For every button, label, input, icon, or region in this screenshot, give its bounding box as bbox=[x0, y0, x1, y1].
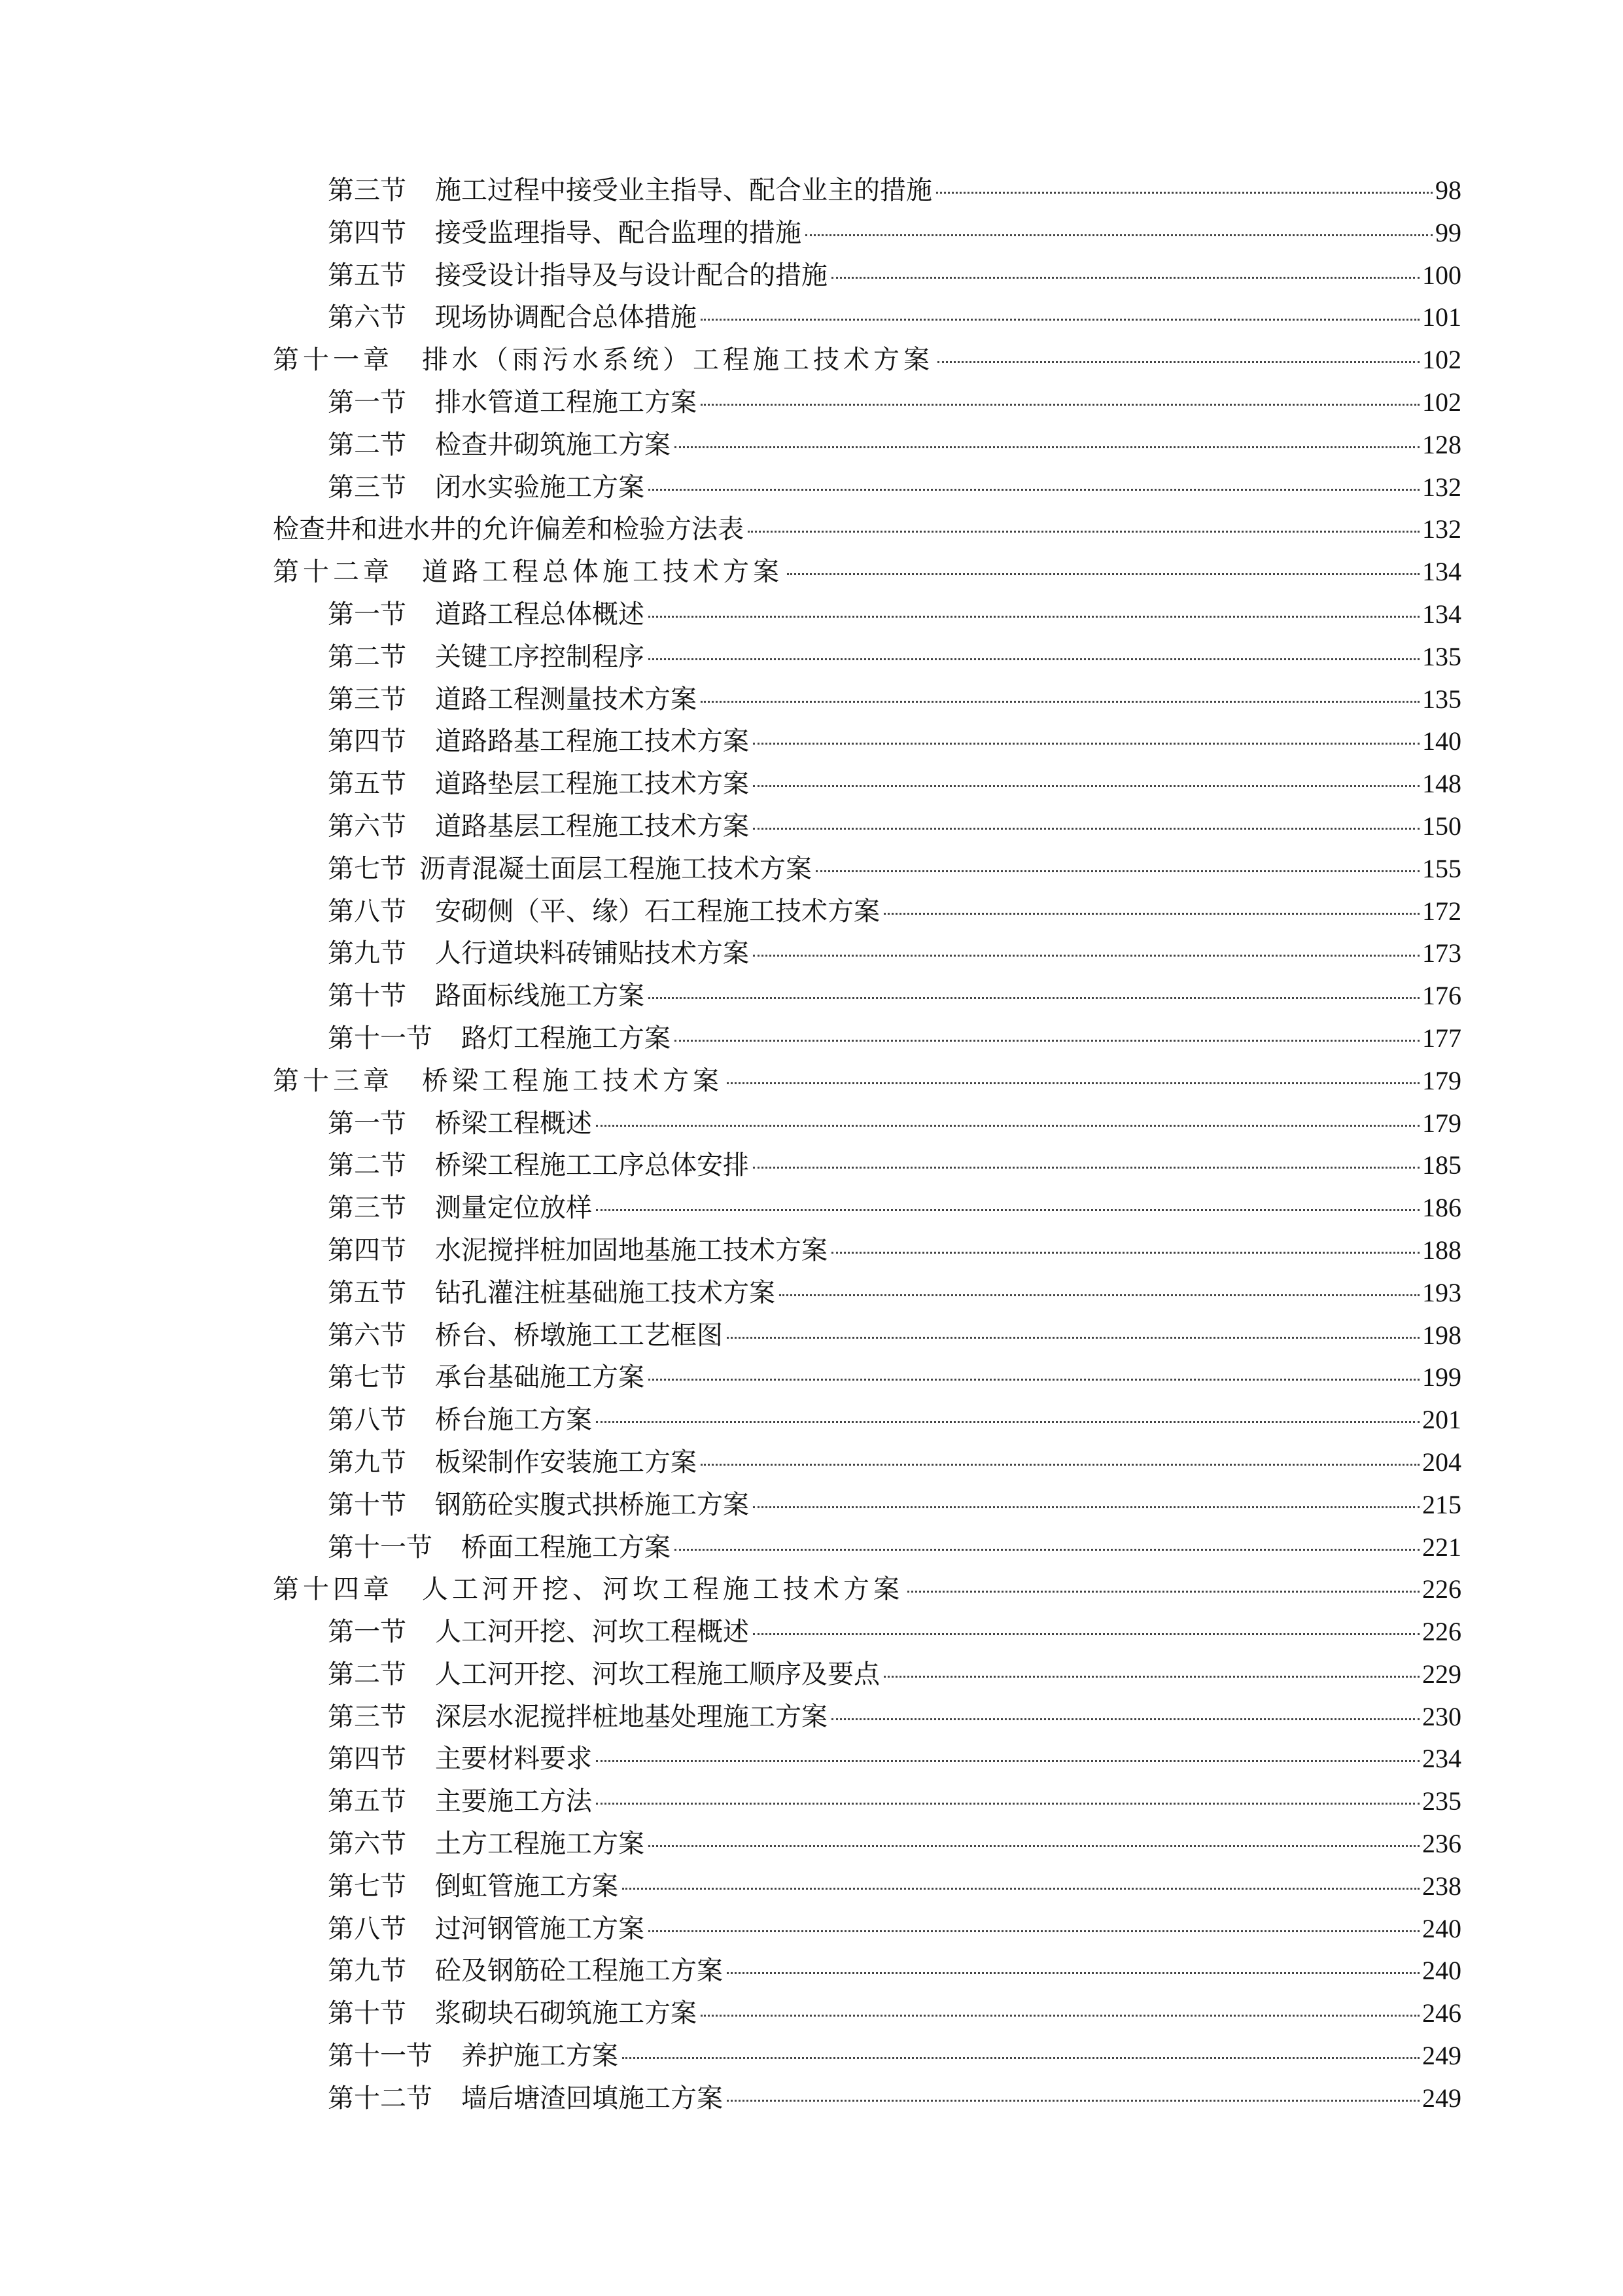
dot-leader bbox=[937, 361, 1420, 363]
toc-entry-section[interactable] bbox=[0, 763, 1623, 805]
dot-leader bbox=[701, 404, 1420, 406]
toc-entry-title: 桥台、桥墩施工工艺框图 bbox=[435, 1320, 723, 1351]
toc-entry-title: 承台基础施工方案 bbox=[435, 1362, 644, 1393]
toc-entry-label bbox=[328, 1780, 592, 1823]
toc-entry-page-number: 240 bbox=[1422, 1956, 1461, 1986]
toc-entry-title: 关键工序控制程序 bbox=[435, 641, 644, 672]
toc-entry-number: 第一节 bbox=[328, 387, 406, 417]
dot-leader bbox=[622, 2057, 1420, 2059]
toc-entry-number: 第十节 bbox=[328, 981, 406, 1012]
toc-entry-title: 深层水泥搅拌桩地基处理施工方案 bbox=[435, 1701, 828, 1732]
toc-entry-title: 人工河开挖、河坎工程施工技术方案 bbox=[422, 1574, 903, 1605]
toc-entry-number: 第七节 bbox=[328, 1871, 406, 1901]
toc-entry-page-number: 226 bbox=[1422, 1574, 1461, 1604]
toc-entry-label bbox=[328, 975, 644, 1017]
toc-entry-label bbox=[328, 381, 697, 424]
toc-entry-page-number: 173 bbox=[1422, 938, 1461, 968]
dot-leader bbox=[596, 1421, 1420, 1423]
toc-entry-title: 人工河开挖、河坎工程施工顺序及要点 bbox=[435, 1659, 880, 1689]
toc-entry-page-number: 102 bbox=[1422, 345, 1461, 375]
toc-entry-label bbox=[328, 1611, 749, 1653]
toc-entry-label bbox=[328, 1865, 618, 1908]
toc-entry-section[interactable] bbox=[0, 1992, 1623, 2035]
toc-entry-page-number: 135 bbox=[1422, 684, 1461, 714]
toc-entry-page-number: 215 bbox=[1422, 1489, 1461, 1519]
toc-entry-number: 第八节 bbox=[328, 896, 406, 927]
toc-entry-label bbox=[328, 1738, 592, 1780]
toc-entry-number: 第三节 bbox=[328, 472, 406, 503]
toc-entry-title: 检查井和进水井的允许偏差和检验方法表 bbox=[273, 514, 744, 545]
toc-entry-title: 浆砌块石砌筑施工方案 bbox=[435, 1998, 697, 2029]
toc-entry-label bbox=[328, 1399, 592, 1441]
toc-entry-title: 桥面工程施工方案 bbox=[461, 1532, 671, 1563]
toc-entry-section[interactable] bbox=[0, 1187, 1623, 1229]
toc-entry-title: 钻孔灌注桩基础施工技术方案 bbox=[435, 1277, 775, 1308]
toc-entry-label bbox=[328, 805, 749, 848]
toc-entry-label bbox=[328, 1144, 749, 1187]
dot-leader bbox=[648, 1845, 1420, 1847]
toc-entry-section[interactable] bbox=[0, 1865, 1623, 1908]
toc-entry-label bbox=[328, 848, 812, 891]
toc-entry-number: 第七节 bbox=[328, 853, 406, 884]
toc-entry-title: 道路基层工程施工技术方案 bbox=[435, 811, 749, 841]
dot-leader bbox=[753, 955, 1420, 957]
toc-entry-number: 第十二节 bbox=[328, 2083, 432, 2113]
toc-entry-page-number: 238 bbox=[1422, 1871, 1461, 1901]
toc-entry-title: 路面标线施工方案 bbox=[435, 981, 644, 1012]
dot-leader bbox=[753, 828, 1420, 830]
toc-entry-label bbox=[328, 1441, 697, 1484]
toc-entry-title: 排水管道工程施工方案 bbox=[435, 387, 697, 417]
dot-leader bbox=[648, 489, 1420, 491]
toc-entry-section[interactable] bbox=[0, 1315, 1623, 1357]
toc-entry-label bbox=[328, 1356, 644, 1399]
toc-entry-number: 第二节 bbox=[328, 641, 406, 672]
toc-entry-label bbox=[328, 1272, 775, 1315]
toc-entry-section[interactable] bbox=[0, 1527, 1623, 1569]
dot-leader bbox=[674, 1549, 1420, 1551]
toc-entry-page-number: 185 bbox=[1422, 1150, 1461, 1180]
toc-entry-page-number: 140 bbox=[1422, 726, 1461, 756]
toc-entry-section[interactable] bbox=[0, 1356, 1623, 1399]
toc-entry-number: 第八节 bbox=[328, 1405, 406, 1436]
dot-leader bbox=[831, 1252, 1420, 1254]
toc-entry-page-number: 198 bbox=[1422, 1320, 1461, 1350]
toc-entry-section[interactable] bbox=[0, 169, 1623, 212]
dot-leader bbox=[596, 1803, 1420, 1805]
dot-leader bbox=[648, 1930, 1420, 1932]
toc-entry-title: 水泥搅拌桩加固地基施工技术方案 bbox=[435, 1235, 828, 1265]
toc-entry-label bbox=[328, 1950, 723, 1992]
toc-entry-title: 安砌侧（平、缘）石工程施工技术方案 bbox=[435, 896, 880, 927]
toc-entry-number: 第三节 bbox=[328, 1193, 406, 1224]
dot-leader bbox=[701, 319, 1420, 321]
toc-entry-section[interactable] bbox=[0, 2035, 1623, 2077]
toc-entry-page-number: 100 bbox=[1422, 260, 1461, 290]
toc-entry-label bbox=[273, 1568, 903, 1611]
toc-entry-page-number: 134 bbox=[1422, 557, 1461, 587]
dot-leader bbox=[674, 446, 1420, 448]
toc-entry-label bbox=[273, 508, 744, 551]
toc-entry-page-number: 204 bbox=[1422, 1447, 1461, 1477]
toc-entry-number: 第五节 bbox=[328, 260, 406, 291]
toc-entry-title: 主要材料要求 bbox=[435, 1744, 592, 1775]
toc-entry-section[interactable] bbox=[0, 1103, 1623, 1145]
toc-entry-title: 砼及钢筋砼工程施工方案 bbox=[435, 1956, 723, 1987]
toc-entry-label bbox=[328, 1653, 880, 1696]
toc-entry-page-number: 229 bbox=[1422, 1659, 1461, 1689]
dot-leader bbox=[753, 1506, 1420, 1508]
toc-entry-page-number: 230 bbox=[1422, 1701, 1461, 1731]
toc-entry-label bbox=[328, 1527, 671, 1569]
toc-entry-section[interactable] bbox=[0, 255, 1623, 297]
toc-entry-section[interactable] bbox=[0, 1950, 1623, 1992]
toc-entry-number: 第六节 bbox=[328, 1829, 406, 1860]
toc-entry-number: 第八节 bbox=[328, 1913, 406, 1944]
toc-entry-page-number: 240 bbox=[1422, 1913, 1461, 1943]
dot-leader bbox=[727, 1972, 1420, 1974]
dot-leader bbox=[884, 913, 1420, 915]
toc-entry-title: 养护施工方案 bbox=[461, 2041, 618, 2072]
toc-entry-title: 土方工程施工方案 bbox=[435, 1829, 644, 1860]
toc-entry-chapter[interactable] bbox=[0, 339, 1623, 381]
dot-leader bbox=[748, 531, 1420, 533]
toc-entry-number: 第四节 bbox=[328, 1235, 406, 1265]
toc-entry-section[interactable] bbox=[0, 593, 1623, 636]
toc-entry-title: 倒虹管施工方案 bbox=[435, 1871, 618, 1901]
toc-entry-label bbox=[328, 763, 749, 805]
dot-leader bbox=[727, 1082, 1420, 1084]
toc-entry-page-number: 188 bbox=[1422, 1235, 1461, 1265]
toc-entry-title: 板梁制作安装施工方案 bbox=[435, 1447, 697, 1477]
toc-entry-page-number: 102 bbox=[1422, 387, 1461, 417]
toc-entry-page-number: 193 bbox=[1422, 1277, 1461, 1307]
toc-entry-page-number: 155 bbox=[1422, 853, 1461, 883]
toc-entry-page-number: 101 bbox=[1422, 302, 1461, 332]
toc-entry-label bbox=[328, 1823, 644, 1865]
toc-entry-page-number: 246 bbox=[1422, 1998, 1461, 2028]
toc-entry-title: 道路工程总体施工技术方案 bbox=[422, 557, 783, 588]
toc-entry-section[interactable] bbox=[0, 296, 1623, 339]
toc-entry-section[interactable] bbox=[0, 1441, 1623, 1484]
dot-leader bbox=[753, 785, 1420, 787]
toc-entry-label bbox=[328, 1315, 723, 1357]
toc-entry-title: 桥梁工程概述 bbox=[435, 1108, 592, 1139]
toc-entry-label bbox=[328, 1908, 644, 1951]
toc-entry-number: 第六节 bbox=[328, 1320, 406, 1351]
toc-entry-page-number: 135 bbox=[1422, 641, 1461, 671]
toc-entry-label bbox=[328, 169, 932, 212]
dot-leader bbox=[816, 870, 1420, 872]
dot-leader bbox=[701, 2015, 1420, 2017]
toc-entry-number: 第十一节 bbox=[328, 1532, 432, 1563]
toc-entry-page-number: 176 bbox=[1422, 981, 1461, 1011]
table-of-contents bbox=[0, 169, 1623, 2120]
dot-leader bbox=[831, 1718, 1420, 1720]
toc-entry-title: 人行道块料砖铺贴技术方案 bbox=[435, 938, 749, 969]
toc-entry-number: 第四节 bbox=[328, 217, 406, 248]
toc-entry-chapter[interactable] bbox=[0, 1568, 1623, 1611]
toc-entry-number: 第九节 bbox=[328, 1956, 406, 1987]
toc-entry-section[interactable] bbox=[0, 1272, 1623, 1315]
dot-leader bbox=[596, 1125, 1420, 1127]
toc-entry-number: 第九节 bbox=[328, 938, 406, 969]
toc-entry-page-number: 226 bbox=[1422, 1617, 1461, 1647]
toc-entry-number: 第十一节 bbox=[328, 2041, 432, 2072]
toc-entry-title: 道路垫层工程施工技术方案 bbox=[435, 769, 749, 800]
toc-entry-title: 钢筋砼实腹式拱桥施工方案 bbox=[435, 1489, 749, 1520]
toc-entry-title: 过河钢管施工方案 bbox=[435, 1913, 644, 1944]
toc-entry-section[interactable] bbox=[0, 805, 1623, 848]
toc-entry-label bbox=[328, 1229, 828, 1272]
toc-entry-label bbox=[328, 1103, 592, 1145]
toc-entry-label bbox=[328, 212, 801, 255]
toc-entry-section[interactable] bbox=[0, 424, 1623, 467]
toc-entry-section[interactable] bbox=[0, 1696, 1623, 1739]
toc-entry-page-number: 172 bbox=[1422, 896, 1461, 926]
toc-entry-section[interactable] bbox=[0, 1653, 1623, 1696]
toc-entry-number: 第六节 bbox=[328, 302, 406, 333]
toc-entry-number: 第二节 bbox=[328, 429, 406, 460]
toc-entry-label bbox=[273, 1060, 723, 1103]
toc-entry-title: 闭水实验施工方案 bbox=[435, 472, 644, 503]
toc-entry-title: 道路工程测量技术方案 bbox=[435, 684, 697, 715]
dot-leader bbox=[648, 997, 1420, 999]
toc-entry-label bbox=[328, 1696, 828, 1739]
toc-entry-page-number: 179 bbox=[1422, 1065, 1461, 1095]
dot-leader bbox=[907, 1591, 1420, 1593]
toc-entry-label bbox=[328, 467, 644, 509]
toc-entry-title: 测量定位放样 bbox=[435, 1193, 592, 1224]
toc-entry-number: 第十一节 bbox=[328, 1023, 432, 1053]
toc-entry-title: 道路工程总体概述 bbox=[435, 599, 644, 629]
dot-leader bbox=[936, 192, 1433, 194]
toc-entry-page-number: 150 bbox=[1422, 811, 1461, 841]
toc-entry-number: 第五节 bbox=[328, 769, 406, 800]
dot-leader bbox=[787, 573, 1420, 575]
toc-entry-label bbox=[328, 1992, 697, 2035]
toc-entry-number: 第十二章 bbox=[273, 557, 393, 588]
dot-leader bbox=[596, 1760, 1420, 1762]
toc-entry-number: 第六节 bbox=[328, 811, 406, 841]
toc-entry-section[interactable] bbox=[0, 212, 1623, 255]
toc-entry-number: 第五节 bbox=[328, 1786, 406, 1817]
toc-entry-section[interactable] bbox=[0, 467, 1623, 509]
toc-entry-number: 第十四章 bbox=[273, 1574, 393, 1605]
toc-entry-title: 人工河开挖、河坎工程概述 bbox=[435, 1617, 749, 1648]
toc-entry-title: 接受监理指导、配合监理的措施 bbox=[435, 217, 801, 248]
toc-entry-section[interactable] bbox=[0, 891, 1623, 933]
toc-entry-number: 第十节 bbox=[328, 1489, 406, 1520]
toc-entry-title: 接受设计指导及与设计配合的措施 bbox=[435, 260, 828, 291]
toc-entry-title: 施工过程中接受业主指导、配合业主的措施 bbox=[435, 175, 932, 205]
toc-entry-page-number: 134 bbox=[1422, 599, 1461, 629]
toc-entry-section[interactable] bbox=[0, 1399, 1623, 1441]
toc-entry-section[interactable] bbox=[0, 1908, 1623, 1951]
dot-leader bbox=[753, 743, 1420, 745]
toc-entry-title: 检查井砌筑施工方案 bbox=[435, 429, 671, 460]
toc-entry-number: 第十一章 bbox=[273, 345, 393, 376]
toc-entry-number: 第二节 bbox=[328, 1150, 406, 1181]
toc-entry-chapter[interactable] bbox=[0, 1060, 1623, 1103]
toc-entry-page-number: 201 bbox=[1422, 1405, 1461, 1435]
toc-entry-section[interactable] bbox=[0, 1823, 1623, 1865]
toc-entry-number: 第一节 bbox=[328, 599, 406, 629]
toc-entry-number: 第十节 bbox=[328, 1998, 406, 2029]
dot-leader bbox=[648, 616, 1420, 618]
dot-leader bbox=[648, 1379, 1420, 1381]
toc-entry-number: 第三节 bbox=[328, 175, 406, 205]
toc-entry-section[interactable] bbox=[0, 1738, 1623, 1780]
toc-entry-page-number: 236 bbox=[1422, 1829, 1461, 1859]
toc-entry-label bbox=[273, 551, 783, 593]
toc-entry-label bbox=[328, 593, 644, 636]
toc-entry-label bbox=[328, 932, 749, 975]
toc-entry-page-number: 249 bbox=[1422, 2041, 1461, 2071]
dot-leader bbox=[727, 2100, 1420, 2102]
toc-entry-page-number: 235 bbox=[1422, 1786, 1461, 1816]
dot-leader bbox=[648, 658, 1420, 660]
toc-entry-number: 第四节 bbox=[328, 726, 406, 757]
dot-leader bbox=[622, 1888, 1420, 1890]
toc-entry-number: 第二节 bbox=[328, 1659, 406, 1689]
toc-entry-label bbox=[328, 1484, 749, 1527]
toc-entry-section[interactable] bbox=[0, 1229, 1623, 1272]
toc-entry-section[interactable] bbox=[0, 1780, 1623, 1823]
toc-entry-page-number: 98 bbox=[1435, 175, 1461, 205]
toc-entry-number: 第一节 bbox=[328, 1108, 406, 1139]
toc-entry-number: 第一节 bbox=[328, 1617, 406, 1648]
dot-leader bbox=[831, 277, 1420, 279]
dot-leader bbox=[674, 1040, 1420, 1042]
toc-entry-label bbox=[328, 255, 828, 297]
toc-entry-number: 第三节 bbox=[328, 684, 406, 715]
toc-entry-label bbox=[328, 2035, 618, 2077]
toc-entry-page-number: 234 bbox=[1422, 1744, 1461, 1774]
toc-entry-title: 路灯工程施工方案 bbox=[461, 1023, 671, 1053]
toc-entry-title: 沥青混凝土面层工程施工技术方案 bbox=[419, 853, 812, 884]
toc-entry-label bbox=[328, 1187, 592, 1229]
toc-entry-page-number: 249 bbox=[1422, 2083, 1461, 2113]
toc-entry-section[interactable] bbox=[0, 932, 1623, 975]
dot-leader bbox=[596, 1209, 1420, 1211]
toc-entry-label bbox=[328, 720, 749, 763]
toc-entry-title: 桥梁工程施工工序总体安排 bbox=[435, 1150, 749, 1181]
toc-entry-label bbox=[328, 424, 671, 467]
toc-entry-section[interactable] bbox=[0, 1484, 1623, 1527]
dot-leader bbox=[884, 1676, 1420, 1678]
toc-entry-number: 第四节 bbox=[328, 1744, 406, 1775]
toc-entry-page-number: 128 bbox=[1422, 429, 1461, 459]
toc-entry-number: 第三节 bbox=[328, 1701, 406, 1732]
toc-entry-title: 现场协调配合总体措施 bbox=[435, 302, 697, 333]
toc-entry-label bbox=[273, 339, 934, 381]
toc-entry-page-number: 221 bbox=[1422, 1532, 1461, 1562]
toc-entry-table[interactable] bbox=[0, 508, 1623, 551]
toc-entry-page-number: 177 bbox=[1422, 1023, 1461, 1053]
toc-entry-title: 道路路基工程施工技术方案 bbox=[435, 726, 749, 757]
dot-leader bbox=[805, 234, 1433, 236]
toc-entry-number: 第五节 bbox=[328, 1277, 406, 1308]
toc-entry-title: 墙后塘渣回填施工方案 bbox=[461, 2083, 723, 2113]
dot-leader bbox=[701, 701, 1420, 703]
toc-entry-number: 第九节 bbox=[328, 1447, 406, 1477]
toc-entry-section[interactable] bbox=[0, 1017, 1623, 1060]
toc-entry-title: 桥梁工程施工技术方案 bbox=[422, 1065, 723, 1096]
toc-entry-section[interactable] bbox=[0, 679, 1623, 721]
dot-leader bbox=[779, 1294, 1420, 1296]
toc-entry-number: 第十三章 bbox=[273, 1065, 393, 1096]
toc-entry-section[interactable] bbox=[0, 720, 1623, 763]
toc-entry-section[interactable] bbox=[0, 636, 1623, 679]
toc-entry-page-number: 148 bbox=[1422, 769, 1461, 799]
toc-entry-page-number: 132 bbox=[1422, 472, 1461, 502]
toc-entry-label bbox=[328, 891, 880, 933]
toc-entry-title: 排水（雨污水系统）工程施工技术方案 bbox=[422, 345, 934, 376]
dot-leader bbox=[727, 1337, 1420, 1339]
dot-leader bbox=[753, 1167, 1420, 1169]
toc-entry-section[interactable] bbox=[0, 848, 1623, 891]
toc-entry-section[interactable] bbox=[0, 2077, 1623, 2120]
toc-entry-label bbox=[328, 636, 644, 679]
toc-entry-section[interactable] bbox=[0, 1611, 1623, 1653]
toc-entry-page-number: 179 bbox=[1422, 1108, 1461, 1138]
toc-entry-title: 主要施工方法 bbox=[435, 1786, 592, 1817]
toc-entry-page-number: 186 bbox=[1422, 1193, 1461, 1223]
toc-entry-page-number: 99 bbox=[1435, 217, 1461, 247]
toc-entry-label bbox=[328, 2077, 723, 2120]
toc-entry-label bbox=[328, 679, 697, 721]
dot-leader bbox=[753, 1633, 1420, 1635]
toc-entry-section[interactable] bbox=[0, 381, 1623, 424]
toc-entry-label bbox=[328, 296, 697, 339]
toc-entry-label bbox=[328, 1017, 671, 1060]
toc-entry-section[interactable] bbox=[0, 975, 1623, 1017]
toc-entry-number: 第七节 bbox=[328, 1362, 406, 1393]
toc-entry-title: 桥台施工方案 bbox=[435, 1405, 592, 1436]
toc-entry-chapter[interactable] bbox=[0, 551, 1623, 593]
dot-leader bbox=[701, 1464, 1420, 1466]
toc-entry-section[interactable] bbox=[0, 1144, 1623, 1187]
toc-entry-page-number: 132 bbox=[1422, 514, 1461, 544]
toc-entry-page-number: 199 bbox=[1422, 1362, 1461, 1392]
